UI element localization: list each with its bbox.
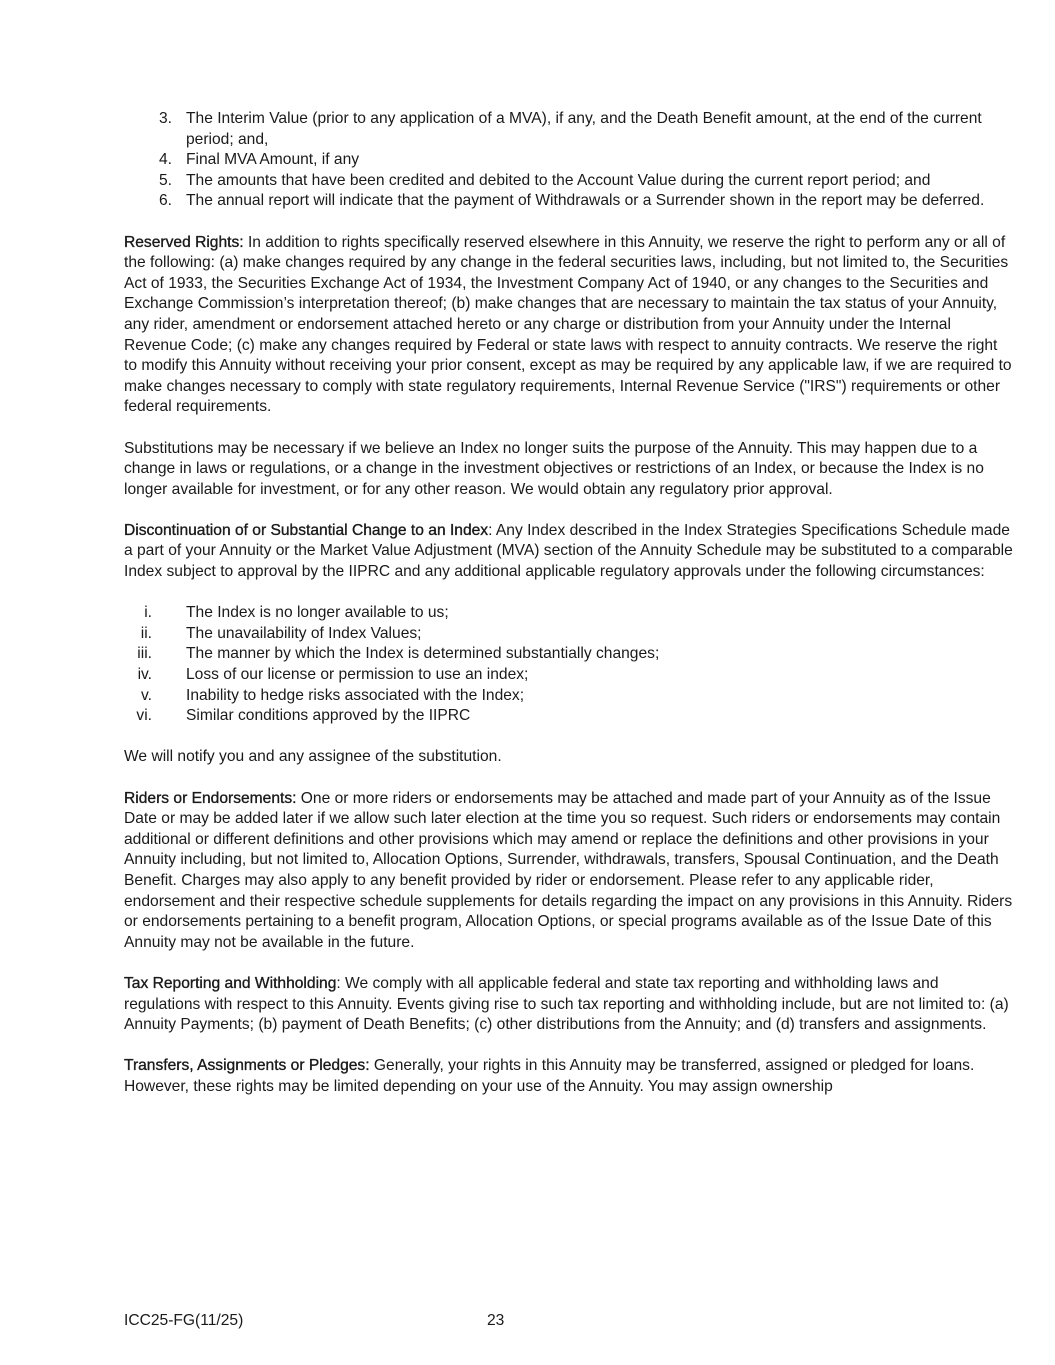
form-id: ICC25-FG(11/25) bbox=[124, 1312, 244, 1329]
list-item-text: The unavailability of Index Values; bbox=[186, 624, 422, 642]
list-marker: v. bbox=[141, 686, 152, 704]
transfers-body: Generally, your rights in this Annuity may be transferred, assigned or pledged for loans. However, these rights may be limited depending on your use of the Annuity. You may assign ownership bbox=[124, 1057, 975, 1095]
list-item bbox=[124, 603, 1014, 624]
list-item bbox=[124, 665, 1014, 686]
tax-heading: Tax Reporting and Withholding bbox=[124, 974, 337, 992]
list-marker: vi. bbox=[136, 707, 152, 725]
list-item bbox=[124, 686, 1014, 707]
page-number: 23 bbox=[487, 1312, 505, 1329]
list-marker: ii. bbox=[140, 624, 152, 642]
list-marker: 6. bbox=[158, 192, 172, 210]
list-item bbox=[124, 644, 1014, 665]
list-item-text: The manner by which the Index is determined substantially changes; bbox=[186, 645, 660, 663]
discontinuation-paragraph bbox=[124, 521, 1014, 583]
riders-paragraph bbox=[124, 789, 1014, 954]
list-item-text: Loss of our license or permission to use an index; bbox=[186, 666, 529, 684]
notify-body: We will notify you and any assignee of the substitution. bbox=[124, 748, 502, 766]
list-item-text: The annual report will indicate that the payment of Withdrawals or a Surrender shown in the report may be deferred. bbox=[186, 192, 985, 210]
substitutions-paragraph bbox=[124, 439, 1014, 501]
discontinuation-heading: Discontinuation of or Substantial Change to an Index bbox=[124, 521, 489, 539]
list-item-text: The amounts that have been credited and debited to the Account Value during the current report period; and bbox=[186, 171, 931, 189]
list-item bbox=[124, 706, 1014, 727]
riders-body: One or more riders or endorsements may be attached and made part of your Annuity as of the Issue Date or may be added later if we allow such later election at the time you so request. Such riders or endorsements may contain additional or different definitions and other provisions which may amend or replace the definitions and other provisions in your Annuity including, but not limited to, Allocation Options, Surrender, withdrawals, transfers, Spousal Continuation, and the Death Benefit. Charges may also apply to any benefit provided by rider or endorsement. Please refer to any applicable rider, endorsement and their respective schedule supplements for details regarding the impact on any provisions in this Annuity. Riders or endorsements pertaining to a benefit program, Allocation Options, or special programs available as of the Issue Date of this Annuity may not be available in the future. bbox=[124, 789, 1013, 951]
list-item bbox=[124, 150, 1014, 171]
list-item bbox=[124, 191, 1014, 212]
riders-heading: Riders or Endorsements: bbox=[124, 789, 297, 807]
substitutions-body: Substitutions may be necessary if we believe an Index no longer suits the purpose of the Annuity. This may happen due to a change in laws or regulations, or a change in the investment objectives or restrictions of an Index, or because the Index is no longer available for investment, or for any other reason. We would obtain any regulatory prior approval. bbox=[124, 439, 984, 498]
list-item-text: Final MVA Amount, if any bbox=[186, 151, 360, 169]
list-item-text: The Index is no longer available to us; bbox=[186, 604, 449, 622]
reserved-rights-paragraph bbox=[124, 233, 1014, 418]
transfers-paragraph bbox=[124, 1056, 1014, 1097]
list-marker: iii. bbox=[137, 645, 152, 663]
report-items-list bbox=[124, 109, 1014, 212]
list-item-text: Similar conditions approved by the IIPRC bbox=[186, 707, 471, 725]
list-item bbox=[124, 109, 1014, 150]
list-item bbox=[124, 624, 1014, 645]
tax-paragraph bbox=[124, 974, 1014, 1036]
list-item-text: Inability to hedge risks associated with the Index; bbox=[186, 686, 525, 704]
circumstances-list bbox=[124, 603, 1014, 727]
list-marker: 4. bbox=[158, 151, 172, 169]
reserved-rights-body: In addition to rights specifically reserved elsewhere in this Annuity, we reserve the right to perform any or all of the following: (a) make changes required by any change in the federal securities laws, including, but not limited to, the Securities Act of 1933, the Securities Exchange Act of 1934, the Investment Company Act of 1940, or any changes to the Securities and Exchange Commission’s interpretation thereof; (b) make changes that are necessary to maintain the tax status of your Annuity, any rider, amendment or endorsement attached hereto or any charge or distribution from your Annuity under the Internal Revenue Code; (c) make any changes required by Federal or state laws with respect to annuity contracts. We reserve the right to modify this Annuity without receiving your prior consent, except as may be required by any applicable law, if we are required to make changes necessary to comply with state regulatory requirements, Internal Revenue Service ("IRS") requirements or other federal requirements. bbox=[124, 233, 1012, 416]
list-marker: 3. bbox=[158, 110, 172, 127]
notify-paragraph bbox=[124, 747, 1014, 768]
list-item bbox=[124, 171, 1014, 192]
list-marker: iv. bbox=[137, 666, 152, 684]
reserved-rights-heading: Reserved Rights: bbox=[124, 233, 244, 251]
list-marker: 5. bbox=[158, 171, 172, 189]
list-item-text: The Interim Value (prior to any application of a MVA), if any, and the Death Benefit amount, at the end of the current period; and, bbox=[186, 110, 982, 148]
transfers-heading: Transfers, Assignments or Pledges: bbox=[124, 1057, 370, 1075]
page-content bbox=[124, 109, 1014, 1098]
tax-body: : We comply with all applicable federal and state tax reporting and withholding laws and regulations with respect to this Annuity. Events giving rise to such tax reporting and withholding include, but are not limited to: (a) Annuity Payments; (b) payment of Death Benefits; (c) other distributions from the Annuity; and (d) transfers and assignments. bbox=[124, 974, 1009, 1034]
list-marker: i. bbox=[144, 604, 152, 622]
discontinuation-body: : Any Index described in the Index Strategies Specifications Schedule made a part of your Annuity or the Market Value Adjustment (MVA) section of the Annuity Schedule may be substituted to a comparable Index subject to approval by the IIPRC and any additional applicable regulatory approvals under the following circumstances: bbox=[124, 521, 1013, 581]
